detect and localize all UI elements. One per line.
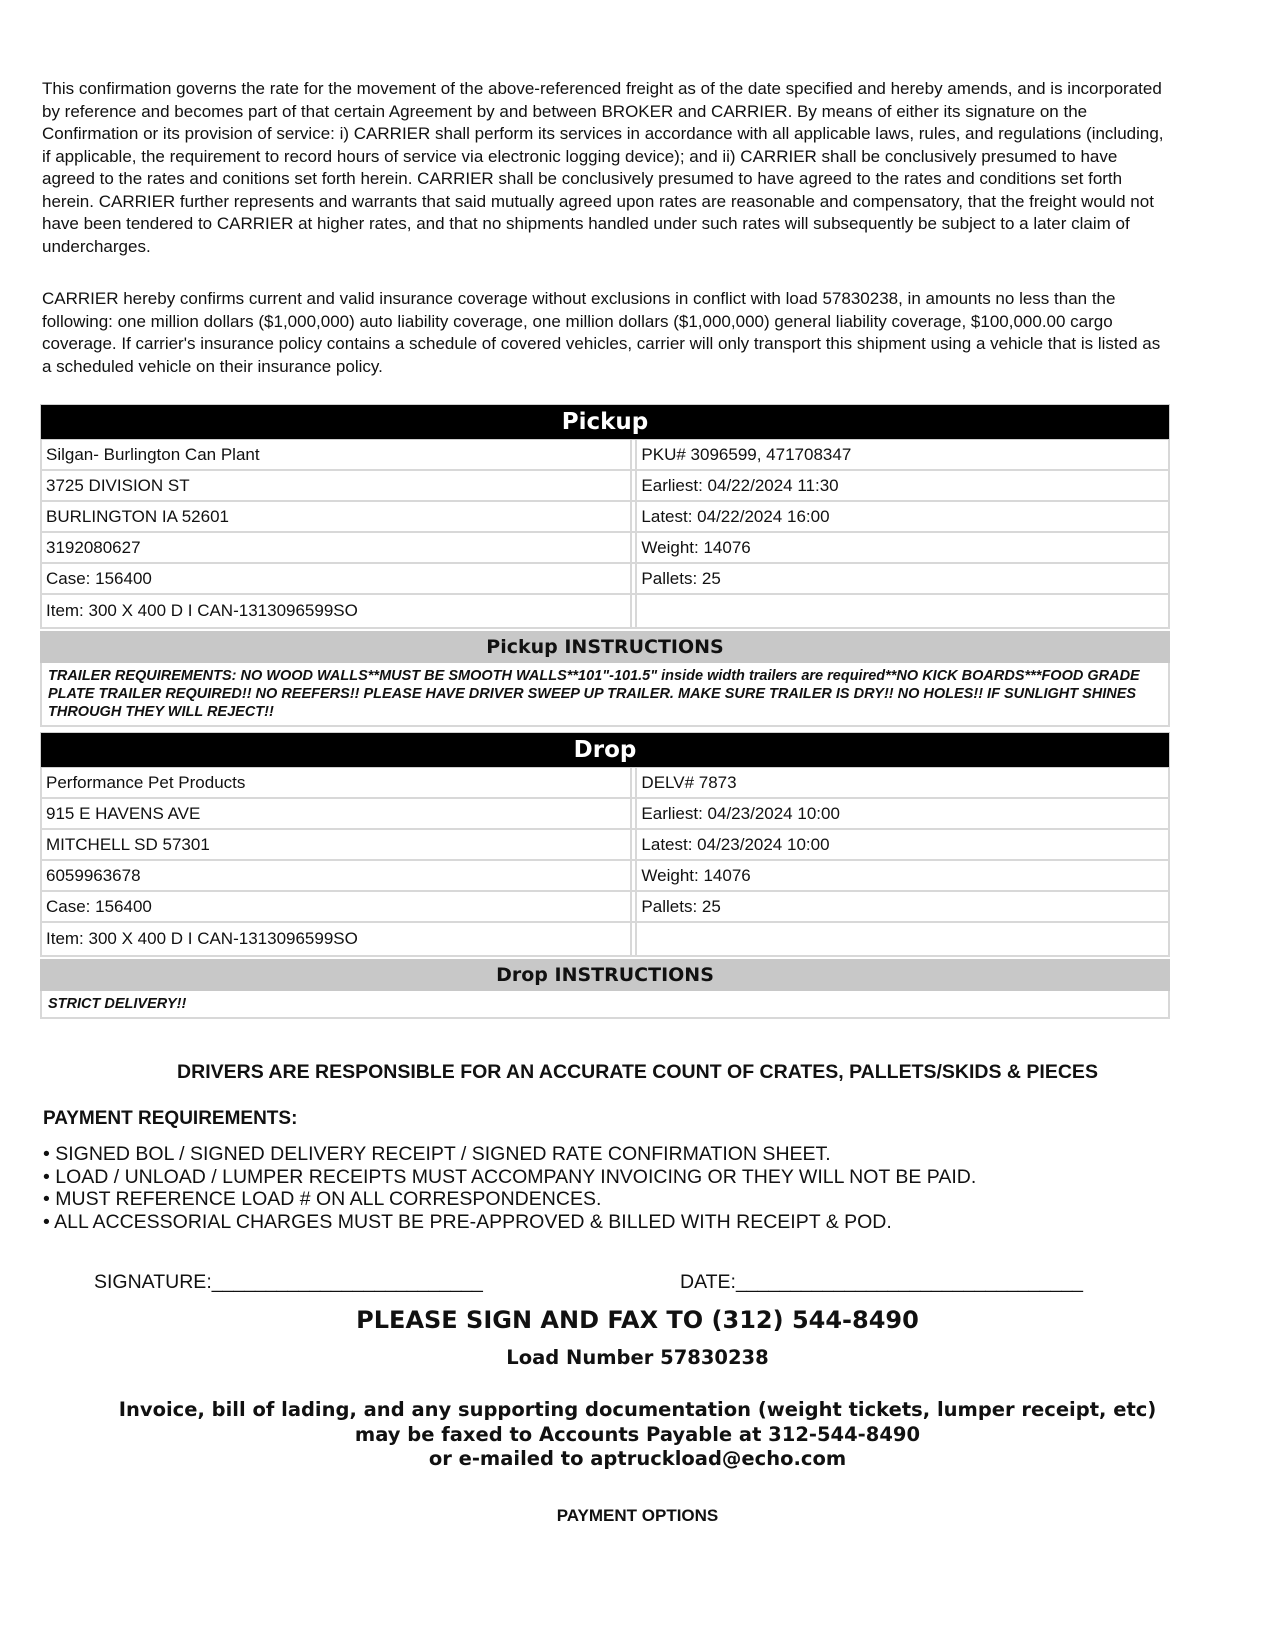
pickup-instructions-header: Pickup INSTRUCTIONS <box>40 631 1170 663</box>
pickup-row <box>40 533 1170 564</box>
list-item: • ALL ACCESSORIAL CHARGES MUST BE PRE-APPROVED & BILLED WITH RECEIPT & POD. <box>43 1210 892 1233</box>
drop-cell-left: 915 E HAVENS AVE <box>40 799 632 828</box>
drop-cell-right: DELV# 7873 <box>635 768 1170 797</box>
invoice-instructions <box>0 1398 1275 1472</box>
drivers-notice: DRIVERS ARE RESPONSIBLE FOR AN ACCURATE COUNT OF CRATES, PALLETS/SKIDS & PIECES <box>177 1061 1098 1083</box>
drop-cell-left: MITCHELL SD 57301 <box>40 830 632 859</box>
pickup-row <box>40 502 1170 533</box>
drop-cell-left: 6059963678 <box>40 861 632 890</box>
drop-header: Drop <box>40 732 1170 768</box>
payment-requirements-title: PAYMENT REQUIREMENTS: <box>43 1108 298 1129</box>
drop-instructions-text: STRICT DELIVERY!! <box>40 991 1170 1019</box>
invoice-line: may be faxed to Accounts Payable at 312-544-8490 <box>354 1422 921 1446</box>
load-number: Load Number 57830238 <box>506 1346 769 1369</box>
drop-cell-right: Latest: 04/23/2024 10:00 <box>635 830 1170 859</box>
rate-confirmation-terms: This confirmation governs the rate for the movement of the above-referenced freight as of the date specified and hereby amends, and is incorporated by reference and becomes part of that certain Agreement by and between BROKER and CARRIER. By means of either its signature on the Confirmation or its provision of service: i) CARRIER shall perform its services in accordance with all applicable laws, rules, and regulations (including, if applicable, the requirement to record hours of service via electronic logging device); and ii) CARRIER shall be conclusively presumed to have agreed to the rates and conitions set forth herein. CARRIER shall be conclusively presumed to have agreed to the rates and conditions set forth herein. CARRIER further represents and warrants that said mutually agreed upon rates are reasonable and compensatory, that the freight would not have been tendered to CARRIER at higher rates, and that no shipments handled under such rates will subsequently be subject to a later claim of undercharges. <box>42 79 1164 256</box>
invoice-line: Invoice, bill of lading, and any supporting documentation (weight tickets, lumper receipt, etc) <box>118 1398 1157 1421</box>
pickup-cell-right: Earliest: 04/22/2024 11:30 <box>635 471 1170 500</box>
pickup-cell-right: Pallets: 25 <box>635 564 1170 593</box>
pickup-row <box>40 440 1170 471</box>
pickup-cell-right: Weight: 14076 <box>635 533 1170 562</box>
date-line[interactable]: DATE:________________________________ <box>680 1271 1084 1293</box>
pickup-cell-left: Case: 156400 <box>40 564 632 593</box>
pickup-row <box>40 564 1170 595</box>
drop-row <box>40 861 1170 892</box>
fax-instruction: PLEASE SIGN AND FAX TO (312) 544-8490 <box>356 1306 919 1334</box>
list-item: • SIGNED BOL / SIGNED DELIVERY RECEIPT / SIGNED RATE CONFIRMATION SHEET. <box>43 1143 831 1165</box>
pickup-cell-left: Item: 300 X 400 D I CAN-1313096599SO <box>40 595 632 627</box>
payment-options-heading: PAYMENT OPTIONS <box>556 1506 719 1525</box>
pickup-cell-left: BURLINGTON IA 52601 <box>40 502 632 531</box>
pickup-cell-right <box>635 595 1170 627</box>
invoice-line: or e-mailed to aptruckload@echo.com <box>428 1447 847 1470</box>
drop-instructions-header: Drop INSTRUCTIONS <box>40 959 1170 991</box>
drop-cell-left: Performance Pet Products <box>40 768 632 797</box>
pickup-cell-left: 3192080627 <box>40 533 632 562</box>
pickup-header: Pickup <box>40 404 1170 440</box>
pickup-row <box>40 595 1170 629</box>
drop-row <box>40 768 1170 799</box>
pickup-cell-right: PKU# 3096599, 471708347 <box>635 440 1170 469</box>
payment-requirements-list <box>43 1143 976 1233</box>
pickup-cell-right: Latest: 04/22/2024 16:00 <box>635 502 1170 531</box>
drop-cell-right <box>635 923 1170 955</box>
pickup-cell-left: Silgan- Burlington Can Plant <box>40 440 632 469</box>
drop-cell-right: Earliest: 04/23/2024 10:00 <box>635 799 1170 828</box>
drop-cell-left: Item: 300 X 400 D I CAN-1313096599SO <box>40 923 632 955</box>
pickup-cell-left: 3725 DIVISION ST <box>40 471 632 500</box>
signature-line[interactable]: SIGNATURE:_________________________ <box>94 1271 483 1293</box>
drop-row <box>40 799 1170 830</box>
drop-section <box>40 732 1170 1019</box>
drop-cell-left: Case: 156400 <box>40 892 632 921</box>
pickup-row <box>40 471 1170 502</box>
pickup-section <box>40 404 1170 727</box>
drop-cell-right: Weight: 14076 <box>635 861 1170 890</box>
drop-row <box>40 923 1170 957</box>
list-item: • LOAD / UNLOAD / LUMPER RECEIPTS MUST ACCOMPANY INVOICING OR THEY WILL NOT BE PAID. <box>43 1165 977 1188</box>
list-item: • MUST REFERENCE LOAD # ON ALL CORRESPONDENCES. <box>43 1188 602 1210</box>
insurance-terms: CARRIER hereby confirms current and valid insurance coverage without exclusions in conflict with load 57830238, in amounts no less than the following: one million dollars ($1,000,000) auto liability coverage, one million dollars ($1,000,000) general liability coverage, $100,000.00 cargo coverage. If carrier's insurance policy contains a schedule of covered vehicles, carrier will only transport this shipment using a vehicle that is listed as a scheduled vehicle on their insurance policy. <box>42 289 1161 376</box>
pickup-instructions-text: TRAILER REQUIREMENTS: NO WOOD WALLS**MUST BE SMOOTH WALLS**101"-101.5" inside width trailers are required**NO KICK BOARDS***FOOD GRADE PLATE TRAILER REQUIRED!! NO REEFERS!! PLEASE HAVE DRIVER SWEEP UP TRAILER. MAKE SURE TRAILER IS DRY!! NO HOLES!! IF SUNLIGHT SHINES THROUGH THEY WILL REJECT!! <box>40 663 1170 727</box>
drop-row <box>40 830 1170 861</box>
drop-cell-right: Pallets: 25 <box>635 892 1170 921</box>
drop-row <box>40 892 1170 923</box>
